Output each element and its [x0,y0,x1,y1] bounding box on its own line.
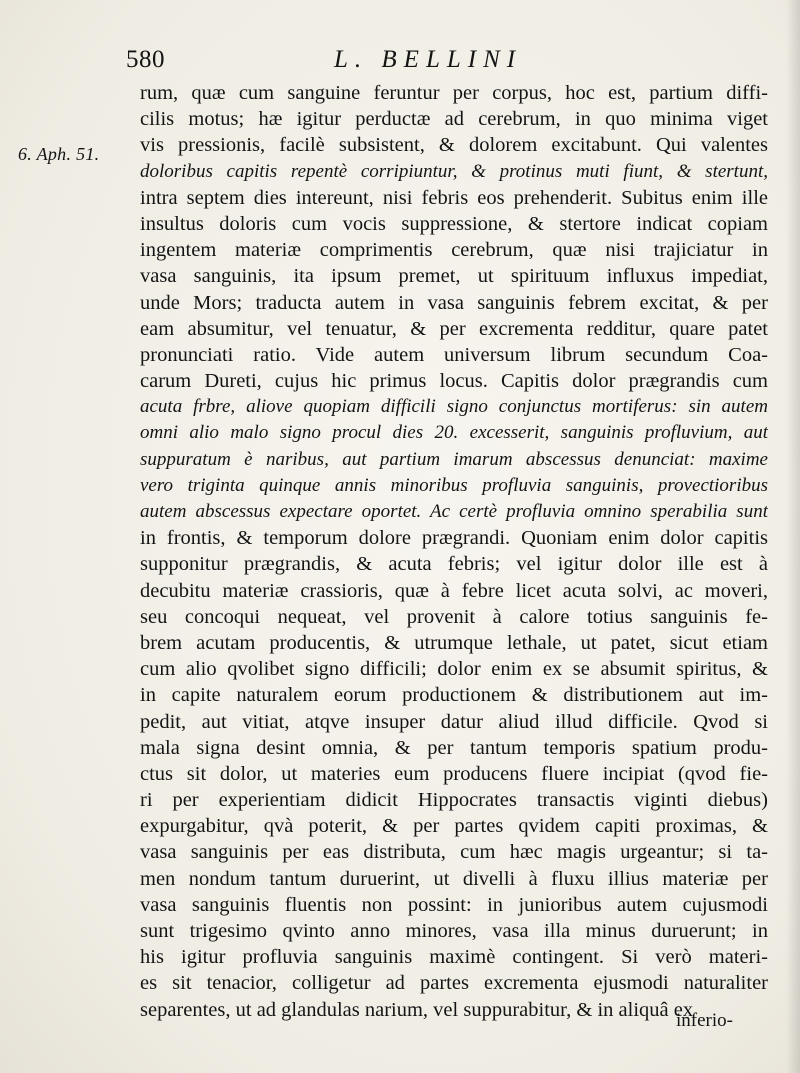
text-line: autem abscessus expectare oportet. Ac certè profluvia omnino sperabilia sunt [140,501,768,522]
text-line: separentes, ut ad glandulas narium, vel suppurabitur, & in aliquâ ex [140,998,694,1021]
text-line: ingentem materiæ comprimentis cerebrum, quæ nisi trajiciatur in [140,239,768,262]
page-number: 580 [126,46,165,73]
text-line: unde Mors; traducta autem in vasa sanguinis febrem excitat, & per [140,291,768,314]
text-line: his igitur profluvia sanguinis maximè contingent. Si verò materi- [140,946,768,969]
text-line: ctus sit dolor, ut materies eum producens fluere incipiat (qvod fie- [140,762,768,785]
text-line: omni alio malo signo procul dies 20. excesserit, sanguinis profluvium, aut [140,422,768,444]
text-line: vasa sanguinis per eas distributa, cum hæc magis urgeantur; si ta- [140,841,768,864]
text-line: in capite naturalem eorum productionem & distributionem aut im- [140,684,768,707]
text-line: insultus doloris cum vocis suppressione, & stertore indicat copiam [140,212,768,235]
catchword: inferio- [676,1010,733,1031]
text-line: acuta frbre, aliove quopiam difficili signo conjunctus mortiferus: sin autem [140,396,768,418]
text-line: decubitu materiæ crassioris, quæ à febre licet acuta solvi, ac moveri, [140,579,768,602]
text-line: suppuratum è naribus, aut partium imarum abscessus denunciat: maxime [140,448,768,470]
text-line: pronunciati ratio. Vide autem universum librum secundum Coa- [140,343,768,366]
text-line: men nondum tantum duruerint, ut divelli à fluxu illius materiæ per [140,867,768,890]
text-line: es sit tenacior, colligetur ad partes excrementa ejusmodi naturaliter [140,972,768,995]
text-line: doloribus capitis repentè corripiuntur, & protinus muti fiunt, & stertunt, [140,160,768,182]
text-line: seu concoqui nequeat, vel provenit à calore totius sanguinis fe- [140,605,768,628]
text-line: vasa sanguinis fluentis non possint: in junioribus autem cujusmodi [140,893,768,916]
text-line: rum, quæ cum sanguine feruntur per corpus, hoc est, partium diffi- [140,82,768,104]
body-text [140,80,768,1023]
text-line: brem acutam producentis, & utrumque lethale, ut patet, sicut etiam [140,631,768,654]
margin-note: 6. Aph. 51. [18,144,100,164]
text-line: expurgabitur, qvà poterit, & per partes qvidem capiti proximas, & [140,815,768,838]
text-line: carum Dureti, cujus hic primus locus. Capitis dolor prægrandis cum [140,370,768,393]
text-line: supponitur prægrandis, & acuta febris; vel igitur dolor ille est à [140,553,768,576]
page-header [126,46,656,80]
text-line: vis pressionis, facilè subsistent, & dolorem excitabunt. Qui valentes [140,134,768,157]
text-line: ri per experientiam didicit Hippocrates transactis viginti diebus) [140,789,768,812]
text-line: vasa sanguinis, ita ipsum premet, ut spirituum influxus impediat, [140,265,768,288]
text-line: in frontis, & temporum dolore prægrandi. Quoniam enim dolor capitis [140,527,768,550]
text-line: vero triginta quinque annis minoribus profluvia sanguinis, provectioribus [140,474,768,496]
text-line: cilis motus; hæ igitur perductæ ad cerebrum, in quo minima viget [140,108,768,131]
text-line: sunt trigesimo qvinto anno minores, vasa illa minus duruerunt; in [140,920,768,942]
text-line: intra septem dies intereunt, nisi febris eos prehenderit. Subitus enim ille [140,186,768,209]
running-head: L. BELLINI [334,46,523,73]
text-line: cum alio qvolibet signo difficili; dolor enim ex se absumit spiritus, & [140,658,768,681]
page-edge-shadow [786,0,800,1073]
text-line: eam absumitur, vel tenuatur, & per excrementa redditur, quare patet [140,317,768,340]
text-line: mala signa desint omnia, & per tantum temporis spatium produ- [140,736,768,759]
text-line: pedit, aut vitiat, atqve insuper datur aliud illud difficile. Qvod si [140,710,768,733]
